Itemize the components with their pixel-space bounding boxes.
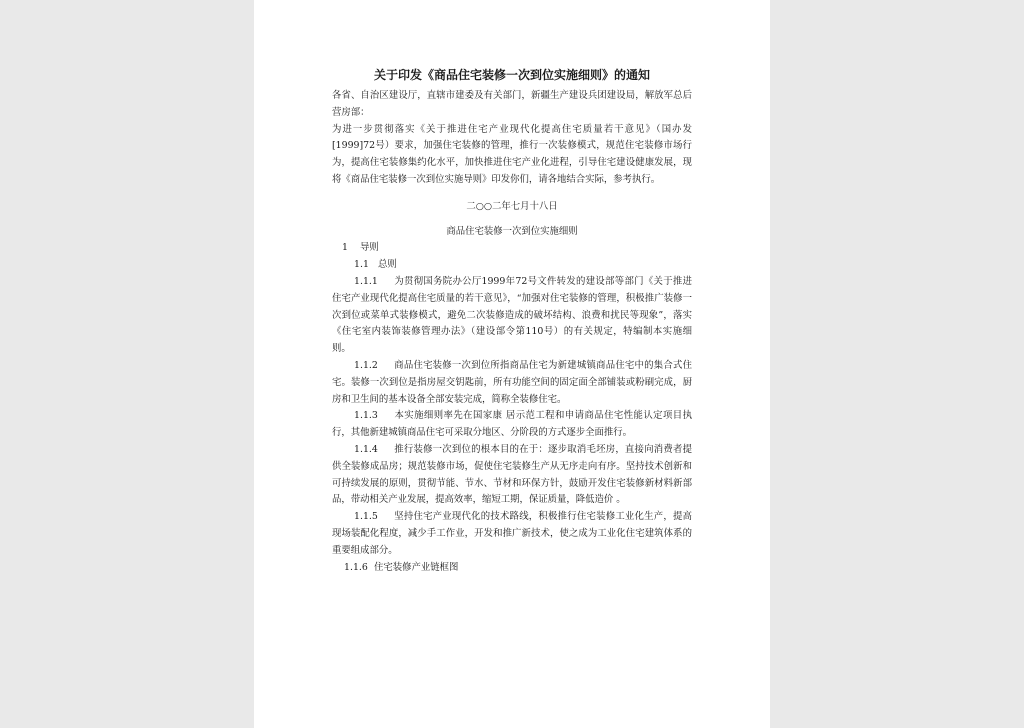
clause-number: 1.1.6 — [344, 561, 368, 573]
clause-1-1-4 — [332, 442, 692, 509]
section-title: 导则 — [360, 242, 379, 254]
clause-number: 1.1.5 — [354, 511, 378, 523]
section-heading-1 — [342, 240, 692, 257]
document-page — [254, 0, 770, 728]
intro-paragraph: 为进一步贯彻落实《关于推进住宅产业现代化提高住宅质量若干意见》（国办发[1999]72号）要求，加强住宅装修的管理，推行一次装修模式，规范住宅装修市场行为，提高住宅装修集约化水平，加快推进住宅产业化进程，引导住宅建设健康发展，现将《商品住宅装修一次到位实施导则》印发你们，请各地结合实际，参考执行。 — [332, 123, 692, 185]
clause-1-1-5 — [332, 509, 692, 559]
clause-text: 推行装修一次到位的根本目的在于：逐步取消毛坯房，直接向消费者提供全装修成品房；规范装修市场，促使住宅装修生产从无序走向有序。坚持技术创新和可持续发展的原则，贯彻节能、节水、节材和环保方针，鼓励开发住宅装修新材料新部品，带动相关产业发展，提高效率，缩短工期，保证质量，降低造价 。 — [332, 443, 692, 506]
clause-1-1-2 — [332, 358, 692, 408]
clause-number: 1.1.3 — [354, 410, 378, 422]
clause-number: 1.1.4 — [354, 443, 378, 455]
clause-text: 坚持住宅产业现代化的技术路线，积极推行住宅装修工业化生产，提高现场装配化程度，减少手工作业，开发和推广新技术，使之成为工业化住宅建筑体系的重要组成部分。 — [332, 511, 692, 556]
clause-number: 1.1.1 — [354, 275, 378, 287]
clause-text: 为贯彻国务院办公厅1999年72号文件转发的建设部等部门《关于推进住宅产业现代化提高住宅质量的若干意见》，“加强对住宅装修的管理，积极推广装修一次到位或菜单式装修模式，避免二次装修造成的破坏结构、浪费和扰民等现象”，落实《住宅室内装饰装修管理办法》（建设部令第110号）的有关规定，特编制本实施细则。 — [332, 275, 692, 355]
section-heading-1-1 — [354, 257, 692, 274]
clause-text: 商品住宅装修一次到位所指商品住宅为新建城镇商品住宅中的集合式住宅。装修一次到位是指房屋交钥匙前，所有功能空间的固定面全部铺装或粉刷完成，厨房和卫生间的基本设备全部安装完成，简称全装修住宅。 — [332, 359, 692, 405]
recipients-paragraph: 各省、自治区建设厅，直辖市建委及有关部门，新疆生产建设兵团建设局，解放军总后营房部： — [332, 90, 692, 118]
document-content — [332, 66, 692, 576]
clause-1-1-6 — [344, 560, 692, 577]
regulation-title: 商品住宅装修一次到位实施细则 — [446, 225, 578, 237]
issue-date: 二○○二年七月十八日 — [466, 200, 558, 212]
section-title: 总则 — [378, 259, 397, 271]
clause-number: 1.1.2 — [354, 359, 378, 371]
document-title: 关于印发《商品住宅装修一次到位实施细则》的通知 — [373, 68, 650, 82]
clause-text: 本实施细则率先在国家康 居示范工程和申请商品住宅性能认定项目执行，其他新建城镇商品住宅可采取分地区、分阶段的方式逐步全面推行。 — [332, 410, 692, 439]
clause-1-1-3 — [332, 408, 692, 442]
clause-title: 住宅装修产业链框图 — [374, 561, 459, 573]
section-number: 1.1 — [354, 259, 369, 271]
section-number: 1 — [342, 242, 348, 254]
clause-1-1-1 — [332, 274, 692, 358]
